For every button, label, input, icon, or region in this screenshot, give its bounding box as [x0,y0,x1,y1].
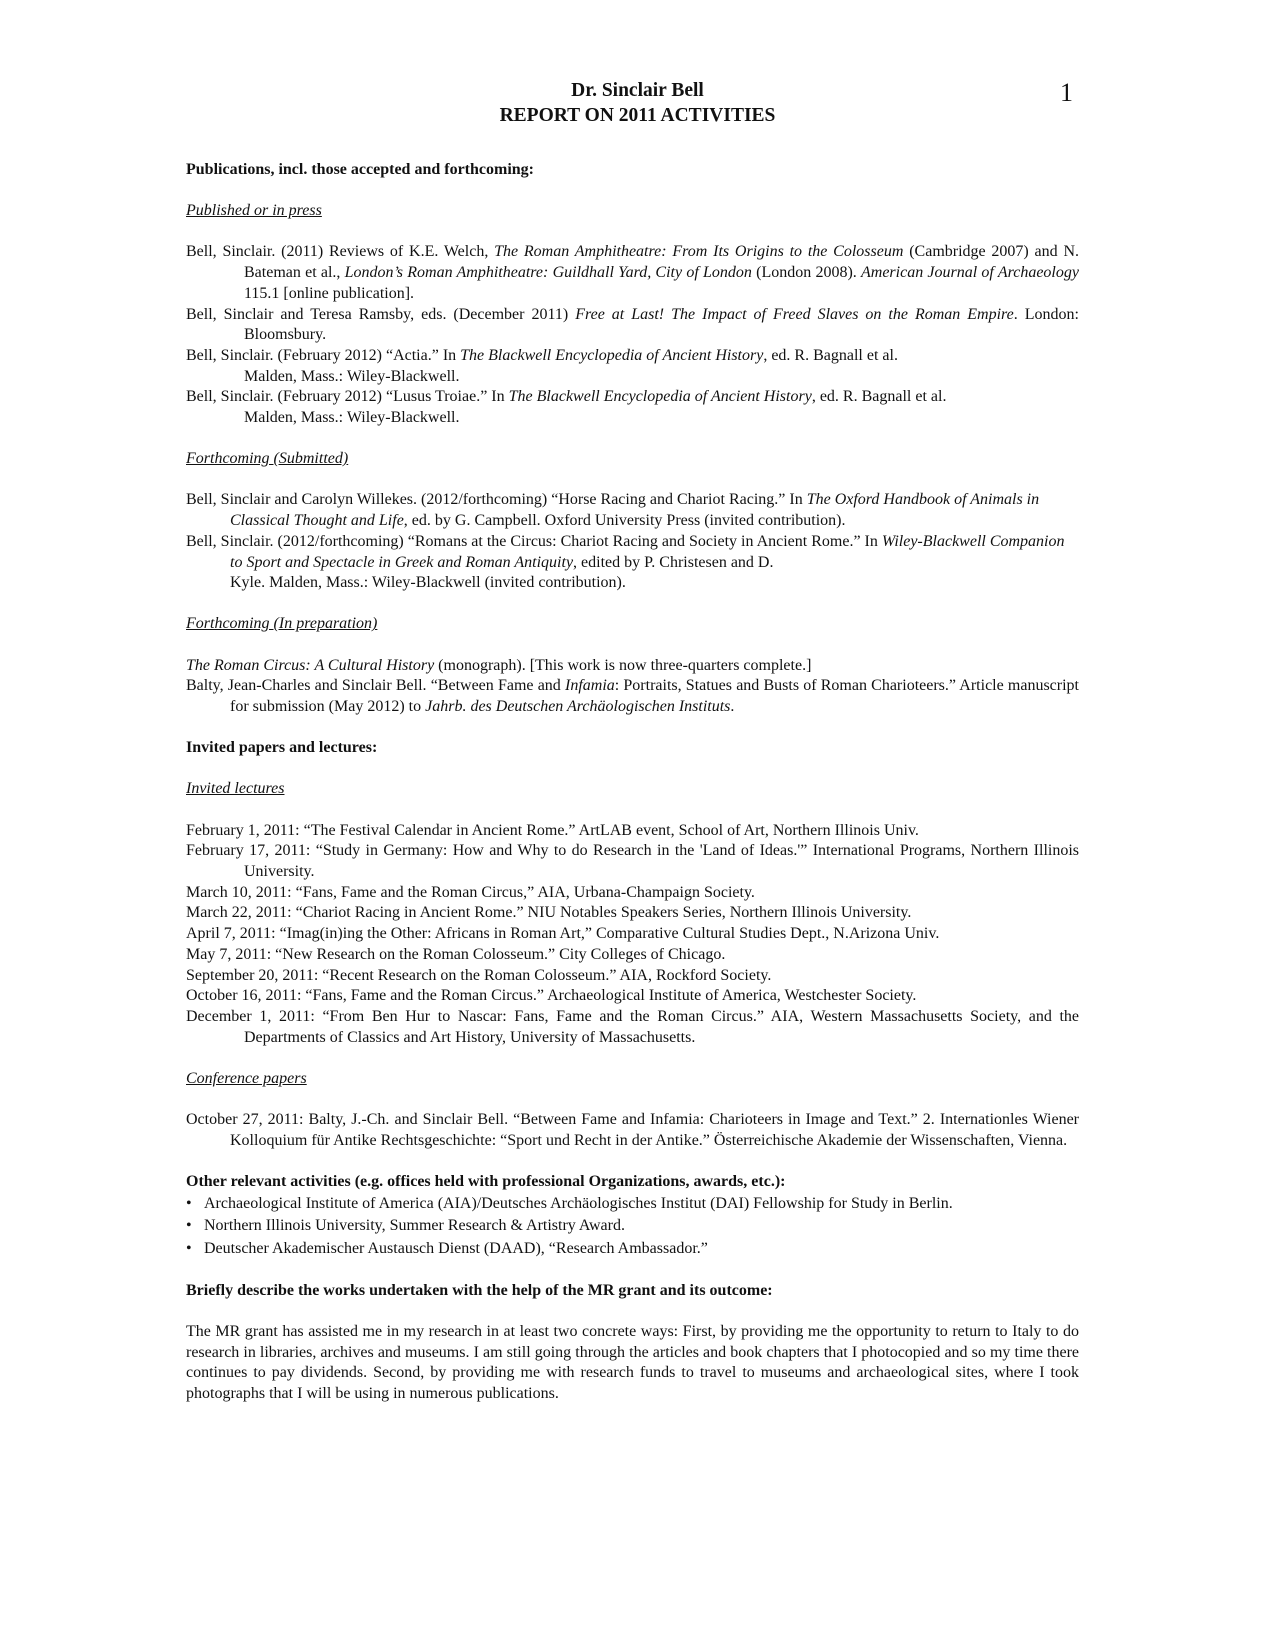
document-title-name: Dr. Sinclair Bell [571,80,704,101]
document-title-report: REPORT ON 2011 ACTIVITIES [499,105,776,126]
publication-entry: The Roman Circus: A Cultural History (monograph). [This work is now three-quarters complete.] [186,656,812,674]
submitted-subheading: Forthcoming (Submitted) [186,450,349,468]
published-subheading: Published or in press [186,202,322,220]
conference-entry: October 27, 2011: Balty, J.-Ch. and Sinclair Bell. “Between Fame and Infamia: Charioteers in Image and Text.” 2. Internationles Wiener Kolloquium für Antike Rechtsgeschichte: “Sport und Recht in der Antike.” Österreichische Akademie der Wissenschaften, Vienna. [186,1111,1079,1149]
publication-entry: Bell, Sinclair and Carolyn Willekes. (2012/forthcoming) “Horse Racing and Chariot Racing.” In The Oxford Handbook of Animals in Classical Thought and Life, ed. by G. Campbell. Oxford University Press (invited contribution). [186,491,1040,530]
publication-entry: Bell, Sinclair. (2011) Reviews of K.E. Welch, The Roman Amphitheatre: From Its Origins to the Colosseum (Cambridge 2007) and N. Bateman et al., London’s Roman Amphitheatre: Guildhall Yard, City of London (London 2008). American Journal of Archaeology 115.1 [online publication]. [186,243,1080,302]
lecture-entry: May 7, 2011: “New Research on the Roman Colosseum.” City Colleges of Chicago. [186,945,726,963]
lecture-entry: September 20, 2011: “Recent Research on the Roman Colosseum.” AIA, Rockford Society. [186,966,772,984]
grant-heading: Briefly describe the works undertaken with the help of the MR grant and its outcome: [186,1281,773,1299]
lecture-entry: April 7, 2011: “Imag(in)ing the Other: Africans in Roman Art,” Comparative Cultural Studies Dept., N.Arizona Univ. [186,925,940,943]
publication-entry: Bell, Sinclair. (2012/forthcoming) “Romans at the Circus: Chariot Racing and Society in Ancient Rome.” In Wiley-Blackwell Companion to Sport and Spectacle in Greek and Roman Antiquity, edited by P. Christesen and D. Kyle. Malden, Mass.: Wiley-Blackwell (invited contribution). [186,532,1065,592]
publication-entry: Bell, Sinclair. (February 2012) “Actia.” In The Blackwell Encyclopedia of Ancient History, ed. R. Bagnall et al. Malden, Mass.: Wiley-Blackwell. [186,346,898,385]
other-activities-heading: Other relevant activities (e.g. offices held with professional Organizations, awards, etc.): [186,1173,786,1191]
conference-subheading: Conference papers [186,1069,307,1087]
lecture-entry: October 16, 2011: “Fans, Fame and the Roman Circus.” Archaeological Institute of America, Westchester Society. [186,987,917,1005]
lecture-entry: March 10, 2011: “Fans, Fame and the Roman Circus,” AIA, Urbana-Champaign Society. [186,883,755,901]
list-item: • Archaeological Institute of America (AIA)/Deutsches Archäologisches Institut (DAI) Fellowship for Study in Berlin. [186,1193,1079,1216]
lecture-entry: December 1, 2011: “From Ben Hur to Nascar: Fans, Fame and the Roman Circus.” AIA, Western Massachusetts Society, and the Departments of Classics and Art History, University of Massachusetts. [186,1008,1079,1046]
page-number: 1 [1060,78,1073,107]
activities-list [186,1193,1079,1261]
document-body [186,160,1079,1405]
list-item: • Northern Illinois University, Summer Research & Artistry Award. [186,1215,1079,1238]
preparation-subheading: Forthcoming (In preparation) [186,615,378,633]
lecture-entry: February 17, 2011: “Study in Germany: How and Why to do Research in the 'Land of Ideas.'” International Programs, Northern Illinois University. [186,842,1079,881]
invited-heading: Invited papers and lectures: [186,739,378,757]
lectures-subheading: Invited lectures [186,780,285,798]
lecture-entry: February 1, 2011: “The Festival Calendar in Ancient Rome.” ArtLAB event, School of Art, Northern Illinois Univ. [186,821,919,839]
publication-entry: Bell, Sinclair. (February 2012) “Lusus Troiae.” In The Blackwell Encyclopedia of Ancient History, ed. R. Bagnall et al. Malden, Mass.: Wiley-Blackwell. [186,388,947,427]
list-item: • Deutscher Akademischer Austausch Dienst (DAAD), “Research Ambassador.” [186,1238,1079,1261]
publication-entry: Balty, Jean-Charles and Sinclair Bell. “Between Fame and Infamia: Portraits, Statues and Busts of Roman Charioteers.” Article manuscript for submission (May 2012) to Jahrb. des Deutschen Archäologischen Instituts. [186,677,1079,716]
publications-heading: Publications, incl. those accepted and forthcoming: [186,161,534,178]
publication-entry: Bell, Sinclair and Teresa Ramsby, eds. (December 2011) Free at Last! The Impact of Freed Slaves on the Roman Empire. London: Bloomsbury. [186,305,1079,344]
lecture-entry: March 22, 2011: “Chariot Racing in Ancient Rome.” NIU Notables Speakers Series, Northern Illinois University. [186,904,912,922]
grant-description: The MR grant has assisted me in my research in at least two concrete ways: First, by providing me the opportunity to return to Italy to do research in libraries, archives and museums. I am still going through the articles and book chapters that I photocopied and so my time there continues to pay dividends. Second, by providing me with research funds to travel to museums and archaeological sites, where I took photographs that I will be using in numerous publications. [186,1322,1079,1403]
